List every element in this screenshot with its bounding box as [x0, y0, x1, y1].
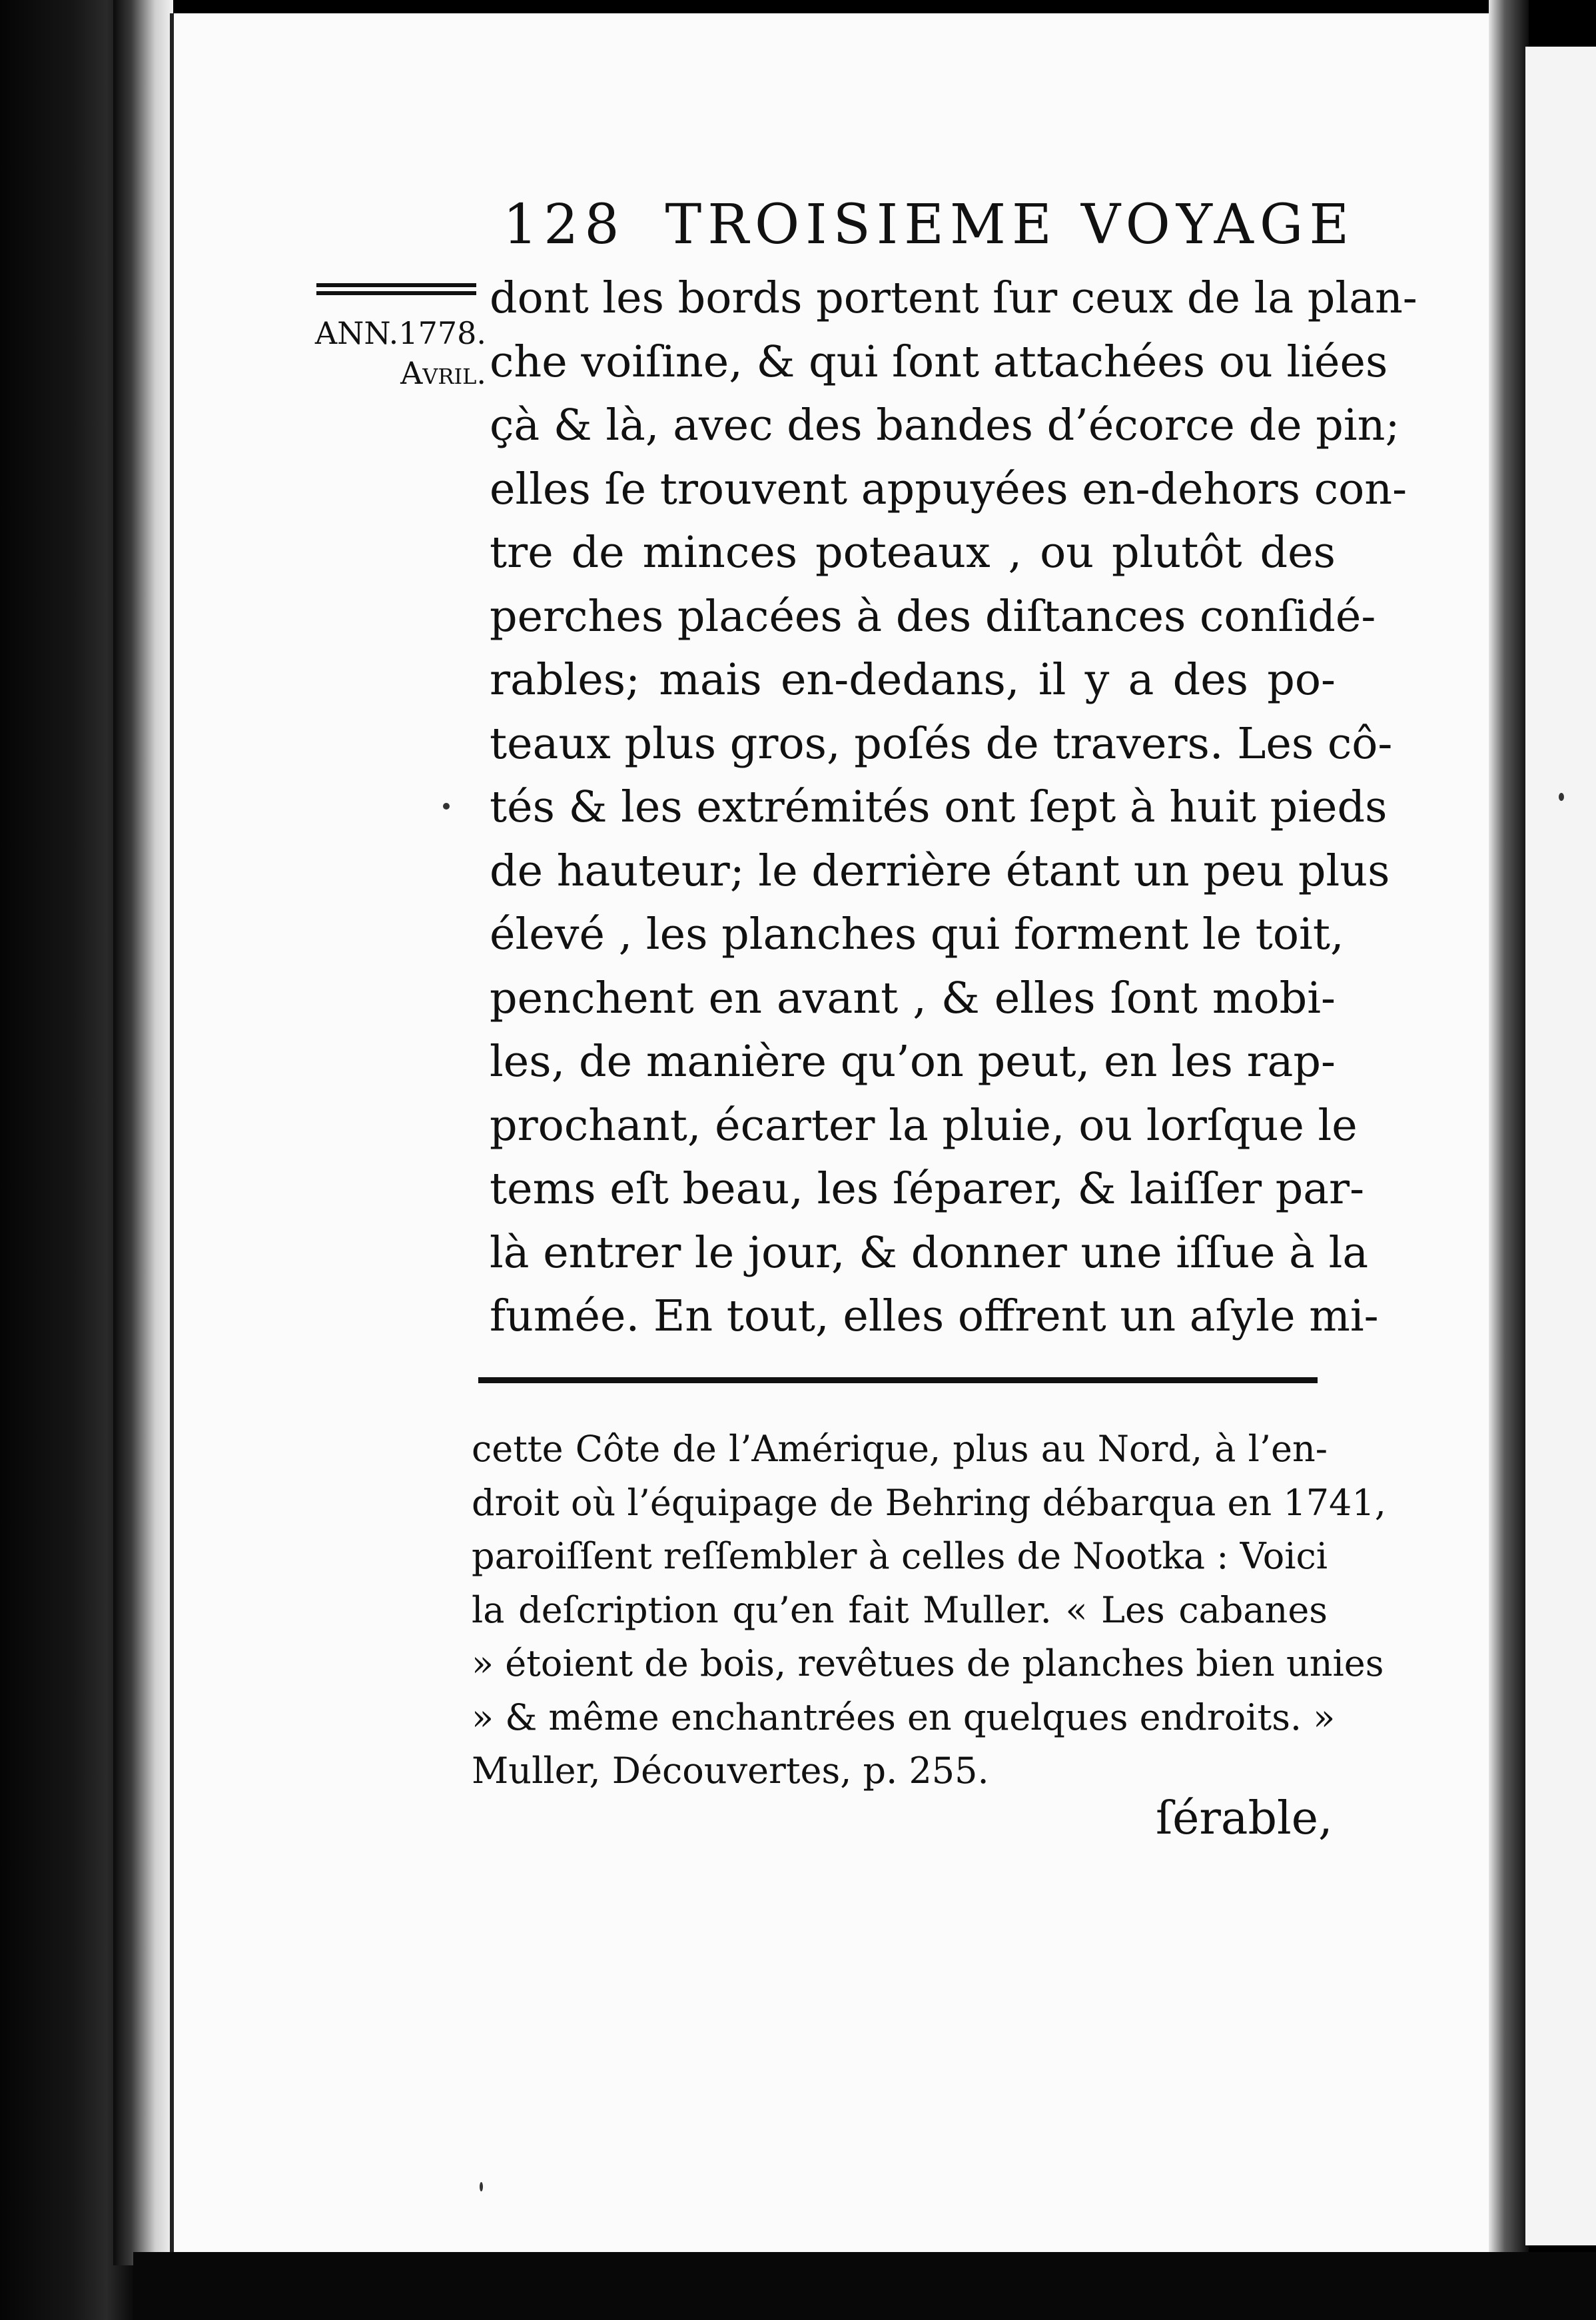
- footnote-line: » étoient de bois, revêtues de planches bien unies: [472, 1642, 1384, 1684]
- page-fold-shadow: [113, 0, 173, 2265]
- body-line: çà & là, avec des bandes d’écorce de pin;: [490, 400, 1400, 450]
- body-line: tems eſt beau, les ſéparer, & laiſſer par-: [490, 1164, 1365, 1214]
- body-line: elles ſe trouvent appuyées en-dehors con-: [490, 464, 1407, 514]
- body-line: les, de manière qu’on peut, en les rap-: [490, 1037, 1336, 1087]
- body-line: de hauteur; le derrière étant un peu plus: [490, 846, 1390, 896]
- body-line: teaux plus gros, poſés de travers. Les cô-: [490, 718, 1393, 769]
- footnote-rule: [478, 1377, 1318, 1383]
- catchword: ſérable,: [1156, 1792, 1333, 1845]
- margin-note: [313, 313, 486, 393]
- body-line: prochant, écarter la pluie, ou lorſque le: [490, 1100, 1358, 1151]
- footnote-line: Muller, Découvertes, p. 255.: [472, 1750, 989, 1792]
- body-line: dont les bords portent ſur ceux de la plan-: [490, 273, 1417, 323]
- footnote-line: » & même enchantrées en quelques endroits. »: [472, 1696, 1336, 1738]
- scan-dark-edge-bottom: [133, 2252, 1596, 2320]
- margin-note-month: Avril.: [400, 355, 486, 391]
- print-speck: [443, 803, 450, 810]
- facing-page-edge: [1525, 47, 1596, 2245]
- body-line: penchent en avant , & elles ſont mobi-: [490, 973, 1336, 1023]
- body-line: tés & les extrémités ont ſept à huit pieds: [490, 782, 1388, 832]
- body-line: che voiſine, & qui ſont attachées ou liées: [490, 336, 1388, 387]
- footnote: [472, 1423, 1386, 1798]
- body-line: perches placées à des diſtances conſidé-: [490, 591, 1376, 642]
- body-text: [490, 267, 1417, 1349]
- margin-double-rule: [316, 283, 476, 298]
- body-line: élevé , les planches qui forment le toit,: [490, 909, 1344, 959]
- running-title: TROISIEME VOYAGE: [665, 193, 1356, 257]
- body-line: là entrer le jour, & donner une iſſue à la: [490, 1227, 1369, 1278]
- footnote-line: paroiſſent reſſembler à celles de Nootka : Voici: [472, 1535, 1328, 1577]
- body-line: tre de minces poteaux , ou plutôt des: [490, 528, 1336, 578]
- body-line: fumée. En tout, elles offrent un aſyle mi-: [490, 1291, 1379, 1341]
- print-speck: [1559, 793, 1564, 801]
- gutter-shadow-right: [1489, 0, 1529, 2320]
- footnote-line: droit où l’équipage de Behring débarqua en 1741,: [472, 1481, 1386, 1524]
- print-speck: [480, 2182, 483, 2191]
- footnote-line: cette Côte de l’Amérique, plus au Nord, à l’en-: [472, 1428, 1328, 1470]
- footnote-line: la deſcription qu’en fait Muller. « Les cabanes: [472, 1588, 1328, 1631]
- body-line: rables; mais en-dedans, il y a des po-: [490, 655, 1336, 705]
- margin-note-year: ANN.1778.: [314, 315, 486, 351]
- page-number: 128: [503, 193, 625, 257]
- running-head: [503, 193, 1356, 267]
